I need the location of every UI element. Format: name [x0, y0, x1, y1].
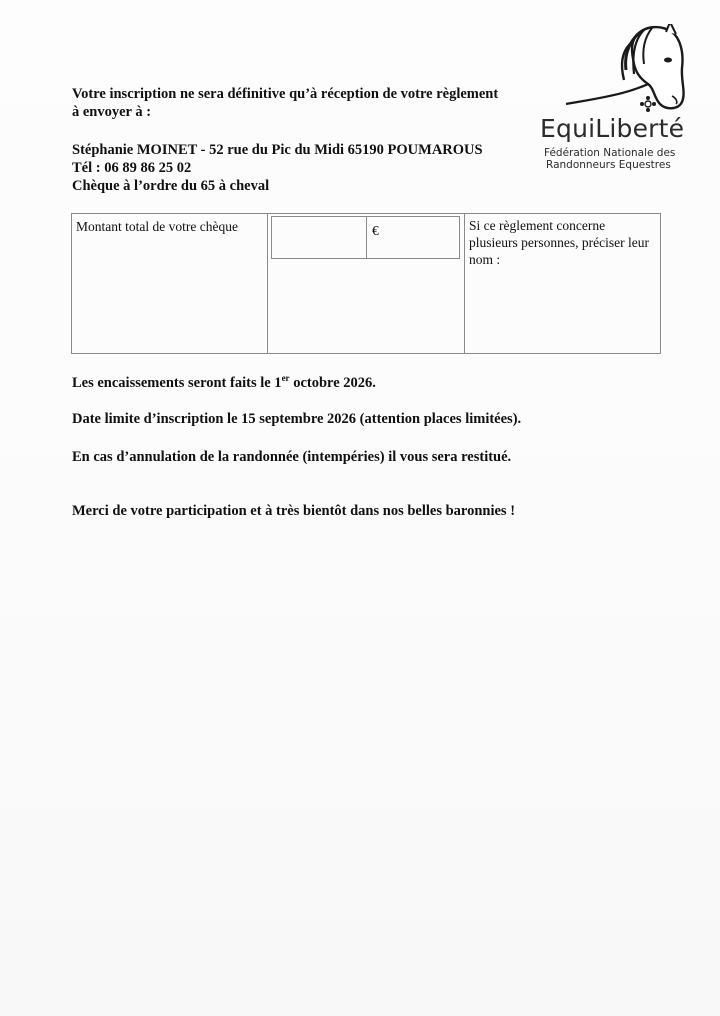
cashing-superscript: er [281, 373, 290, 383]
intro-line-2: à envoyer à : [72, 104, 152, 120]
cheque-order: Chèque à l’ordre du 65 à cheval [72, 178, 270, 194]
amount-cell [268, 214, 465, 353]
names-field[interactable] [465, 214, 660, 353]
logo-subtitle-line2: Randonneurs Equestres [546, 159, 671, 171]
amount-label: Montant total de votre chèque [72, 214, 268, 353]
logo-wordmark: EquiLiberté [540, 114, 685, 143]
cashing-suffix: octobre 2026. [289, 375, 376, 391]
equiliberte-logo [536, 24, 696, 174]
amount-field[interactable] [271, 216, 460, 259]
amount-divider [366, 217, 367, 258]
deadline-note: Date limite d’inscription le 15 septembre 2026 (attention places limitées). [72, 411, 522, 427]
logo-subtitle-line1: Fédération Nationale des [544, 147, 676, 159]
cashing-date-note [72, 374, 376, 392]
horse-head-icon [564, 24, 694, 116]
payment-table [71, 213, 661, 354]
thanks-note: Merci de votre participation et à très bientôt dans nos belles baronnies ! [72, 503, 516, 519]
cancellation-note: En cas d’annulation de la randonnée (intempéries) il vous sera restitué. [72, 449, 512, 465]
contact-address: Stéphanie MOINET - 52 rue du Pic du Midi 65190 POUMAROUS [72, 142, 483, 158]
intro-line-1: Votre inscription ne sera définitive qu’à réception de votre règlement [72, 86, 499, 102]
names-label: Si ce règlement concerne plusieurs personnes, préciser leur nom : [469, 218, 649, 267]
contact-phone: Tél : 06 89 86 25 02 [72, 160, 192, 176]
cashing-prefix: Les encaissements seront faits le 1 [72, 375, 282, 391]
currency-symbol: € [372, 223, 379, 238]
